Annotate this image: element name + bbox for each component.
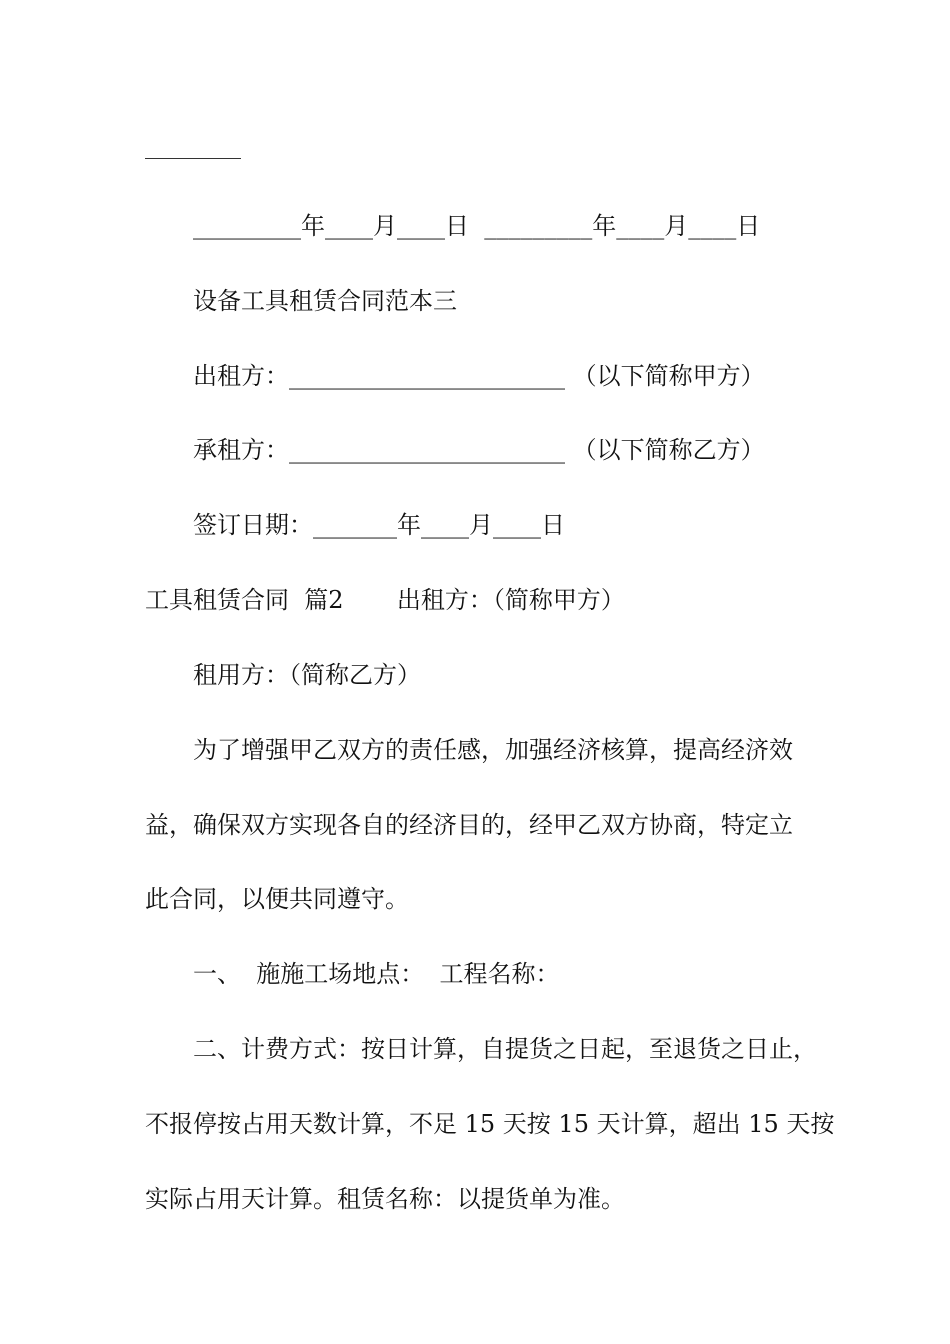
section-2-heading: 工具租赁合同 篇2 出租方：（简称甲方） <box>145 586 625 614</box>
date-pair-line: _________年____月____日 _________年____月____日 <box>193 212 761 240</box>
item-2-line-1: 二、计费方式：按日计算，自提货之日起，至退货之日止， <box>193 1035 817 1063</box>
top-rule <box>145 158 241 159</box>
item-1-line: 一、 施施工场地点： 工程名称： <box>193 960 560 988</box>
renter-line: 租用方：（简称乙方） <box>193 661 421 689</box>
sign-date-line: 签订日期：_______年____月____日 <box>193 511 565 539</box>
item-2-line-3: 实际占用天计算。租赁名称：以提货单为准。 <box>145 1185 625 1213</box>
lessor-line: 出租方：_______________________ （以下简称甲方） <box>193 362 765 390</box>
item-2-line-2: 不报停按占用天数计算，不足 15 天按 15 天计算，超出 15 天按 <box>145 1110 835 1138</box>
paragraph-1-line-2: 益，确保双方实现各自的经济目的，经甲乙双方协商，特定立 <box>145 811 793 839</box>
paragraph-1-line-3: 此合同，以便共同遵守。 <box>145 885 409 913</box>
paragraph-1-line-1: 为了增强甲乙双方的责任感，加强经济核算，提高经济效 <box>193 736 793 764</box>
lessee-line: 承租方：_______________________ （以下简称乙方） <box>193 436 765 464</box>
contract-title-3: 设备工具租赁合同范本三 <box>193 287 457 315</box>
